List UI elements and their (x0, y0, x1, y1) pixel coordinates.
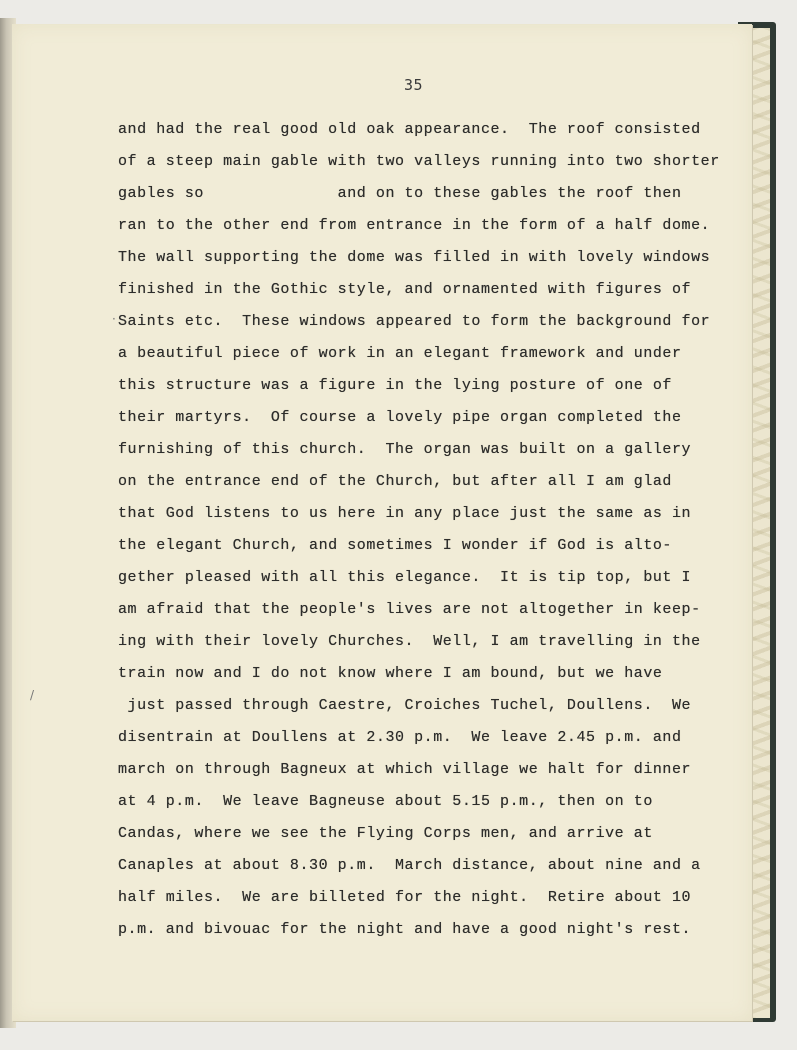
text-line: Candas, where we see the Flying Corps men, and arrive at (118, 825, 653, 842)
text-line: Saints etc. These windows appeared to form the background for (118, 313, 711, 330)
text-line: am afraid that the people's lives are not altogether in keep- (118, 601, 701, 618)
text-line: march on through Bagneux at which village we halt for dinner (118, 761, 692, 778)
text-line: at 4 p.m. We leave Bagneuse about 5.15 p.m., then on to (118, 793, 653, 810)
text-line: disentrain at Doullens at 2.30 p.m. We leave 2.45 p.m. and (118, 729, 682, 746)
text-line: a beautiful piece of work in an elegant framework and under (118, 345, 682, 362)
margin-pencil-mark: / (30, 688, 35, 702)
text-line: half miles. We are billeted for the night. Retire about 10 (118, 889, 692, 906)
text-line: The wall supporting the dome was filled in with lovely windows (118, 249, 711, 266)
text-line: of a steep main gable with two valleys running into two shorter (118, 153, 720, 170)
text-line: Canaples at about 8.30 p.m. March distance, about nine and a (118, 857, 701, 874)
text-line: their martyrs. Of course a lovely pipe organ completed the (118, 409, 682, 426)
margin-dot-mark: · (112, 312, 116, 326)
text-line: that God listens to us here in any place just the same as in (118, 505, 692, 522)
page-number: 35 (404, 76, 424, 94)
text-line: gether pleased with all this elegance. It is tip top, but I (118, 569, 692, 586)
text-line: just passed through Caestre, Croiches Tuchel, Doullens. We (118, 697, 692, 714)
text-line: on the entrance end of the Church, but after all I am glad (118, 473, 672, 490)
text-line: train now and I do not know where I am bound, but we have (118, 665, 663, 682)
text-line: furnishing of this church. The organ was built on a gallery (118, 441, 692, 458)
text-line: p.m. and bivouac for the night and have a good night's rest. (118, 921, 692, 938)
text-line: this structure was a figure in the lying posture of one of (118, 377, 672, 394)
text-line: the elegant Church, and sometimes I wonder if God is alto- (118, 537, 672, 554)
text-line: ran to the other end from entrance in the form of a half dome. (118, 217, 711, 234)
text-line: and had the real good old oak appearance. The roof consisted (118, 121, 701, 138)
text-line: gables so and on to these gables the roof then (118, 185, 682, 202)
text-line: ing with their lovely Churches. Well, I am travelling in the (118, 633, 701, 650)
text-line: finished in the Gothic style, and ornamented with figures of (118, 281, 692, 298)
